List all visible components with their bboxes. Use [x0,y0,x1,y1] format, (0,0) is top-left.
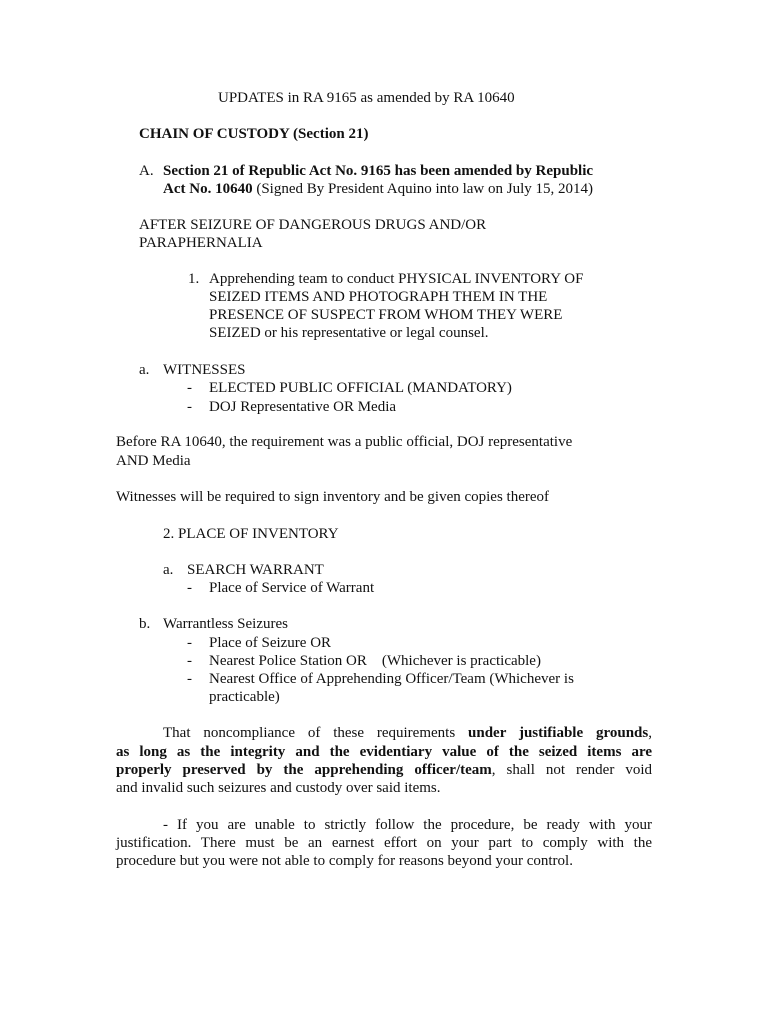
warrantless-item: Nearest Office of Apprehending Officer/Team (Whichever is [209,671,574,687]
bullet-dash: - [187,671,192,687]
item-a-act-number: Act No. 10640 [163,181,253,197]
witness-item: DOJ Representative OR Media [209,399,397,415]
after-seizure-line2: PARAPHERNALIA [139,235,263,251]
search-warrant-marker: a. [163,562,174,578]
noncompliance-text: That noncompliance of these requirements [163,725,469,741]
before-ra-line2: AND Media [116,453,191,469]
item-a-marker: A. [139,163,154,179]
item-1-line: SEIZED or his representative or legal counsel. [209,325,489,341]
justification-line3: procedure but you were not able to comply for reasons beyond your control. [116,853,573,869]
noncompliance-line1 [163,724,652,742]
sign-inventory-text: Witnesses will be required to sign inventory and be given copies thereof [116,489,550,505]
item-1-line: PRESENCE OF SUSPECT FROM WHOM THEY WERE [209,307,563,323]
bullet-dash: - [187,653,192,669]
document-title: UPDATES in RA 9165 as amended by RA 10640 [218,90,515,106]
bullet-dash: - [187,380,192,396]
item-a-line2 [163,180,593,198]
bullet-dash: - [187,635,192,651]
witnesses-marker: a. [139,362,150,378]
warrantless-label: Warrantless Seizures [163,616,288,632]
warrantless-item-continued: practicable) [209,689,280,705]
justification-line1: - If you are unable to strictly follow the procedure, be ready with your [163,817,652,833]
justification-line2: justification. There must be an earnest effort on your part to comply with the [116,835,652,851]
search-warrant-label: SEARCH WARRANT [187,562,324,578]
warrantless-item: Nearest Police Station OR (Whichever is practicable) [209,653,541,669]
before-ra-line1: Before RA 10640, the requirement was a public official, DOJ representative [116,434,573,450]
noncompliance-line3 [116,761,652,779]
noncompliance-comma: , [648,725,652,741]
item-1-line: Apprehending team to conduct PHYSICAL INVENTORY OF [209,271,584,287]
item-a-signed-note: (Signed By President Aquino into law on July 15, 2014) [252,181,593,197]
item-1-marker: 1. [188,271,200,287]
place-of-inventory-heading: 2. PLACE OF INVENTORY [163,526,339,542]
witnesses-label: WITNESSES [163,362,246,378]
bullet-dash: - [187,399,192,415]
after-seizure-line1: AFTER SEIZURE OF DANGEROUS DRUGS AND/OR [139,217,487,233]
bullet-dash: - [187,580,192,596]
search-warrant-item: Place of Service of Warrant [209,580,375,596]
warrantless-item: Place of Seizure OR [209,635,332,651]
warrantless-marker: b. [139,616,151,632]
noncompliance-line2: as long as the integrity and the evidentiary value of the seized items are [116,744,652,760]
item-1-line: SEIZED ITEMS AND PHOTOGRAPH THEM IN THE [209,289,548,305]
noncompliance-line4: and invalid such seizures and custody over said items. [116,780,441,796]
section-heading: CHAIN OF CUSTODY (Section 21) [139,126,369,142]
witness-item: ELECTED PUBLIC OFFICIAL (MANDATORY) [209,380,512,396]
noncompliance-bold: under justifiable grounds [468,725,649,741]
noncompliance-text: , shall not render void [491,762,652,778]
noncompliance-bold: properly preserved by the apprehending officer/team [116,762,492,778]
item-a-line1: Section 21 of Republic Act No. 9165 has been amended by Republic [163,163,594,179]
